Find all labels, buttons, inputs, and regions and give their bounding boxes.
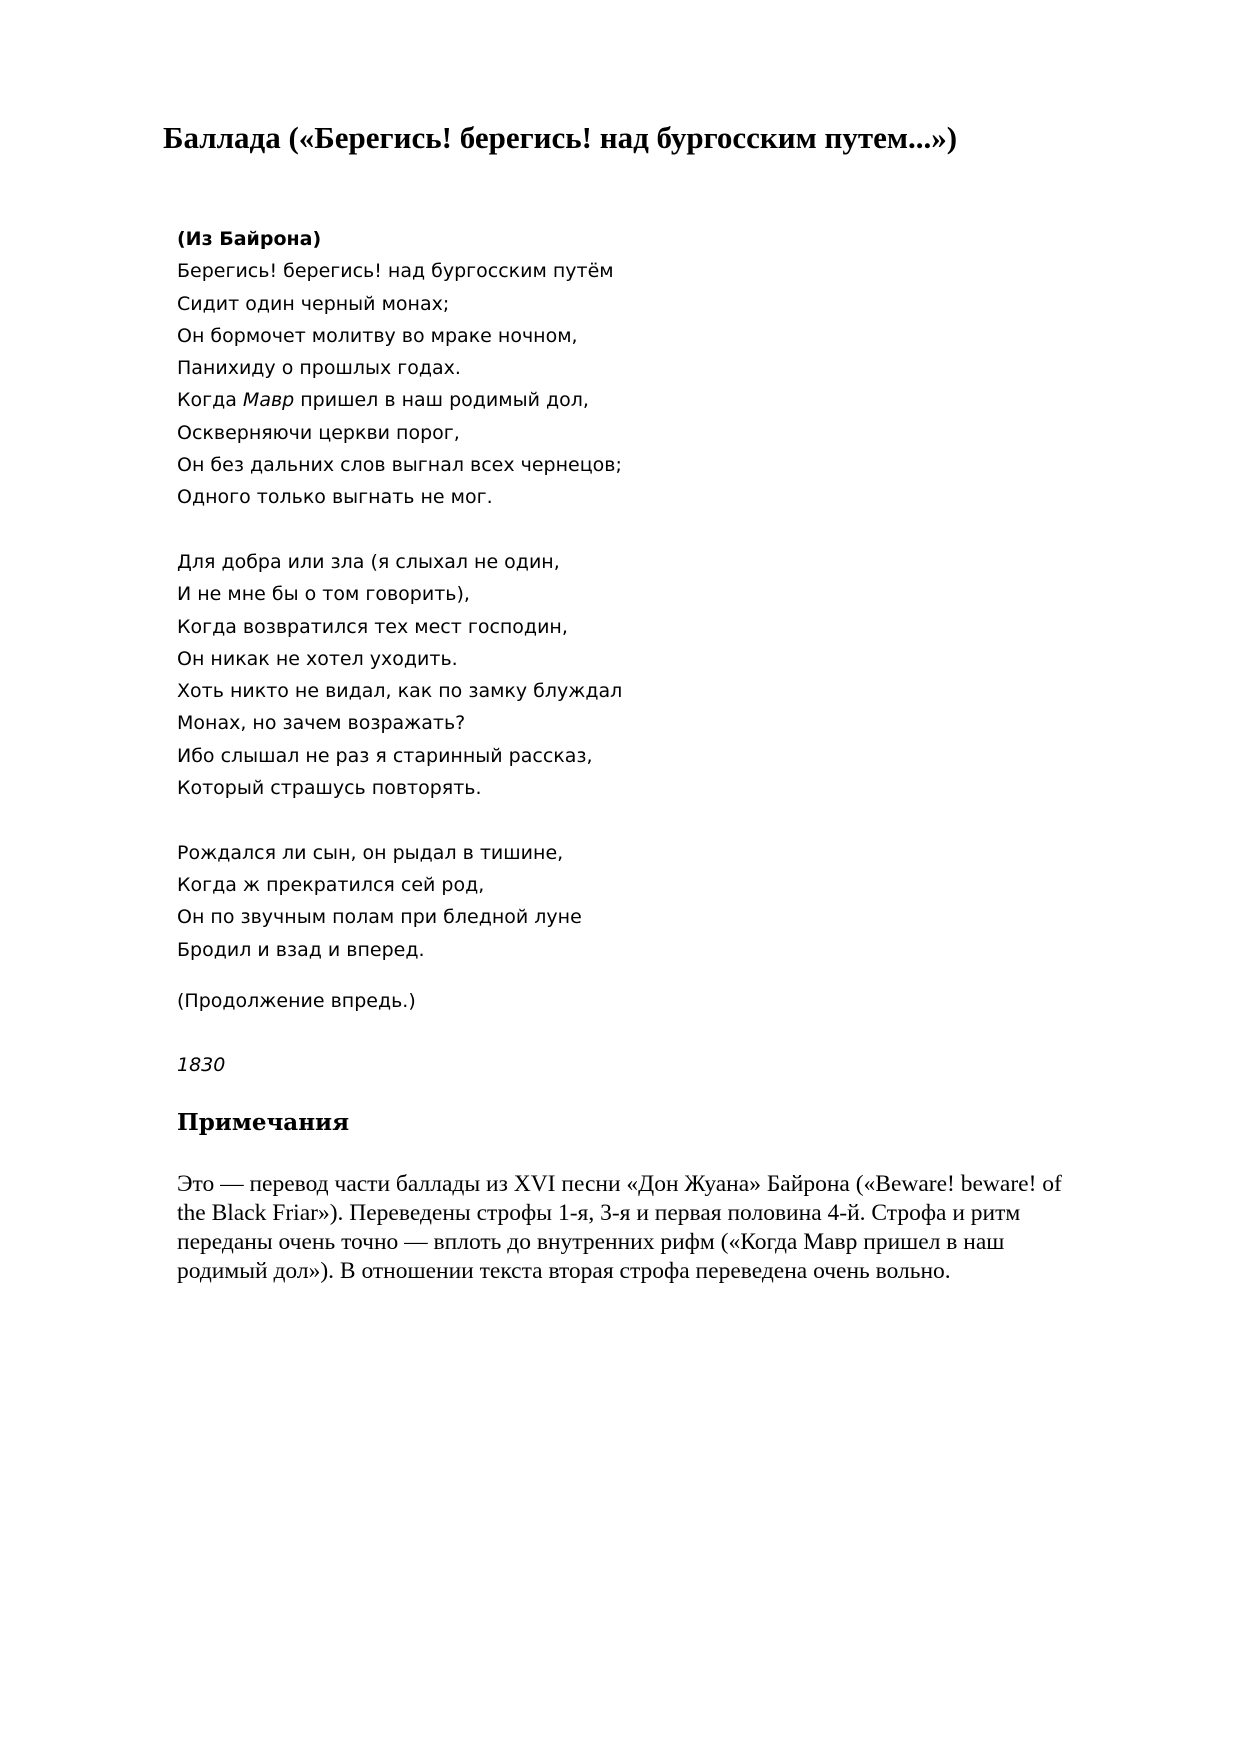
- poem-line: Он по звучным полам при бледной луне: [177, 906, 582, 929]
- poem-line: Он никак не хотел уходить.: [177, 647, 458, 670]
- notes-heading: Примечания: [177, 1109, 350, 1136]
- poem-line: Панихиду о прошлых годах.: [177, 357, 461, 380]
- stanza-2: [177, 546, 622, 804]
- notes-line: переданы очень точно — вплоть до внутренних рифм («Когда Мавр пришел в наш: [177, 1229, 1005, 1255]
- poem-line: Который страшусь повторять.: [177, 777, 482, 800]
- continuation-note: (Продолжение впредь.): [177, 990, 416, 1012]
- poem-line: [177, 384, 622, 416]
- notes-line: Это — перевод части баллады из XVI песни «Дон Жуана» Байрона («Beware! beware! of: [177, 1171, 1062, 1197]
- stanza-gap: [177, 514, 622, 546]
- poem-line: Он без дальних слов выгнал всех чернецов;: [177, 454, 622, 477]
- poem-line: Когда возвратился тех мест господин,: [177, 615, 568, 638]
- page-title: Баллада («Берегись! берегись! над бургосским путем...»): [163, 120, 958, 155]
- poem-subtitle: (Из Байрона): [177, 228, 322, 250]
- poem-year: 1830: [177, 1054, 226, 1076]
- poem: [177, 223, 622, 966]
- poem-line: Он бормочет молитву во мраке ночном,: [177, 324, 578, 347]
- stanza-3: [177, 837, 622, 966]
- poem-line: Хоть никто не видал, как по замку блуждал: [177, 680, 623, 703]
- stanza-gap: [177, 804, 622, 836]
- poem-line: Для добра или зла (я слыхал не один,: [177, 550, 560, 573]
- poem-line: Когда ж прекратился сей род,: [177, 873, 485, 896]
- poem-line-part: Когда: [177, 389, 243, 412]
- poem-line: Берегись! берегись! над бургосским путём: [177, 260, 614, 283]
- notes-body: [177, 1170, 1127, 1286]
- poem-line: Ибо слышал не раз я старинный рассказ,: [177, 744, 593, 767]
- poem-line: Рождался ли сын, он рыдал в тишине,: [177, 841, 564, 864]
- poem-line: Одного только выгнать не мог.: [177, 486, 493, 509]
- poem-line: И не мне бы о том говорить),: [177, 583, 470, 606]
- poem-line: Сидит один черный монах;: [177, 292, 450, 315]
- poem-line: Оскверняючи церкви порог,: [177, 421, 460, 444]
- poem-line-part: пришел в наш родимый дол,: [294, 389, 589, 412]
- poem-line: Монах, но зачем возражать?: [177, 712, 466, 735]
- notes-line: the Black Friar»). Переведены строфы 1-я, 3-я и первая половина 4-й. Строфа и ритм: [177, 1200, 1021, 1226]
- poem-line-italic: Мавр: [242, 389, 295, 412]
- poem-line: Бродил и взад и вперед.: [177, 938, 425, 961]
- stanza-1: [177, 255, 622, 513]
- notes-line: родимый дол»). В отношении текста вторая строфа переведена очень вольно.: [177, 1258, 951, 1284]
